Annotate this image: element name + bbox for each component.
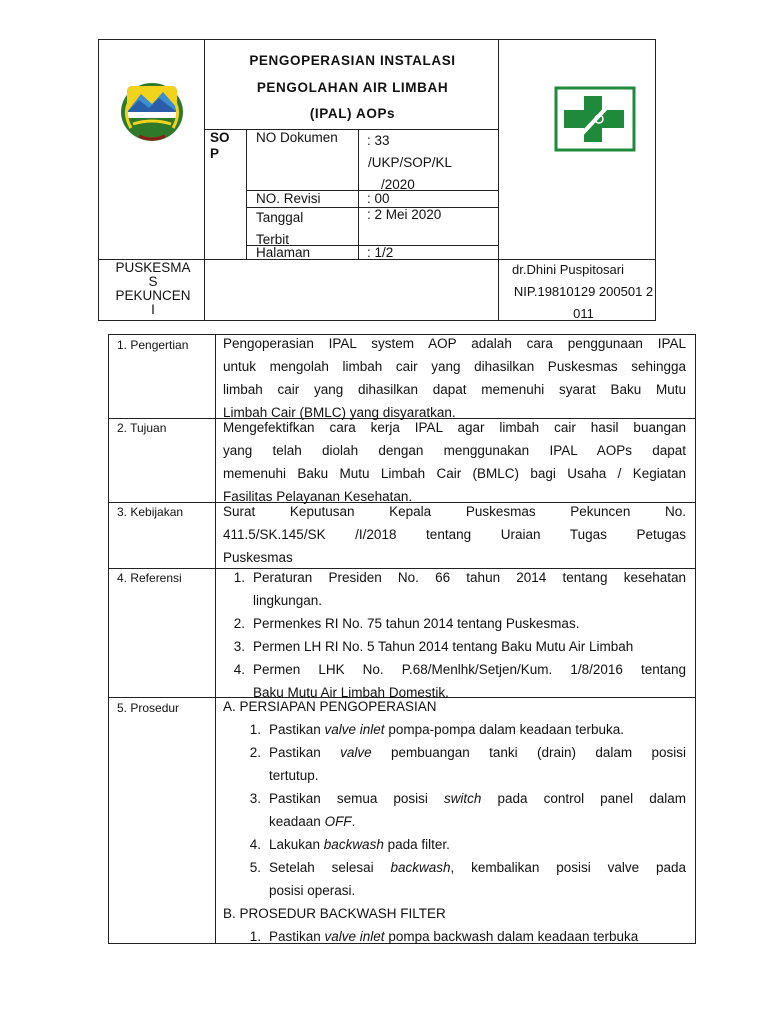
no-revisi-label: NO. Revisi xyxy=(256,191,321,206)
text-run: pembuangan tanki (drain) dalam posisi xyxy=(390,745,686,760)
organisation-name-line: PEKUNCEN xyxy=(115,288,191,303)
list-item-line: Permen LHK No. P.68/Menlhk/Setjen/Kum. 1/8/2016 tentang xyxy=(253,662,686,677)
italic-term: valve inlet xyxy=(324,929,385,944)
paragraph-line: Mengefektifkan cara kerja IPAL agar limbah cair hasil buangan xyxy=(223,420,686,435)
referensi-list xyxy=(223,566,686,704)
divider xyxy=(246,129,247,259)
signer-nip-line: NIP.19810129 200501 2 xyxy=(513,284,654,299)
no-dokumen-value-line: /2020 xyxy=(381,177,415,192)
prosedur-a-item xyxy=(223,833,686,856)
list-item-line: Permenkes RI No. 75 tahun 2014 tentang Puskesmas. xyxy=(253,616,580,631)
regency-emblem-logo xyxy=(119,78,185,144)
sop-label-line: SO xyxy=(210,130,230,145)
no-dokumen-value xyxy=(367,130,452,196)
list-item-line: Permen LH RI No. 5 Tahun 2014 tentang Baku Mutu Air Limbah xyxy=(253,639,634,654)
list-number: 1. xyxy=(249,929,261,944)
list-number: 3. xyxy=(233,639,245,654)
list-item-line: posisi operasi. xyxy=(269,883,356,898)
text-run: pada control panel dalam xyxy=(497,791,686,806)
paragraph-line: Limbah Cair (BMLC) yang disyaratkan. xyxy=(223,405,456,420)
sop-label-line: P xyxy=(210,146,220,162)
italic-term: valve inlet xyxy=(324,722,385,737)
paragraph-line: untuk mengolah limbah cair yang dihasilkan Puskesmas sehingga xyxy=(223,359,686,374)
italic-term: switch xyxy=(443,791,482,806)
referensi-item xyxy=(223,566,686,612)
divider xyxy=(358,129,359,259)
signer-name: dr.Dhini Puspitosari xyxy=(512,262,624,277)
section-label-prosedur: 5. Prosedur xyxy=(117,701,180,715)
halaman-value: : 1/2 xyxy=(367,245,394,260)
paragraph-line: limbah cair yang dihasilkan dapat memenuhi syarat Baku Mutu xyxy=(223,382,686,397)
paragraph-line: Pengoperasian IPAL system AOP adalah cara penggunaan IPAL xyxy=(223,336,686,351)
paragraph-line: yang telah diolah dengan menggunakan IPAL AOPs dapat xyxy=(223,443,686,458)
prosedur-a-item xyxy=(223,787,686,833)
list-item-line: Baku Mutu Air Limbah Domestik. xyxy=(253,685,449,700)
prosedur-a-item xyxy=(223,718,686,741)
organisation-name-line: S xyxy=(148,274,158,289)
document-title-line-2: PENGOLAHAN AIR LIMBAH xyxy=(256,80,449,95)
list-number: 1. xyxy=(233,570,245,585)
italic-term: valve xyxy=(340,745,372,760)
sop-label xyxy=(210,130,230,162)
paragraph-line: Surat Keputusan Kepala Puskesmas Pekuncen No. xyxy=(223,504,686,519)
halaman-label: Halaman xyxy=(256,245,311,260)
divider xyxy=(215,335,216,944)
list-number: 2. xyxy=(249,745,261,760)
section-label-referensi: 4. Referensi xyxy=(117,571,182,585)
section-label-pengertian: 1. Pengertian xyxy=(117,338,189,352)
tanggal-terbit-value: : 2 Mei 2020 xyxy=(367,207,442,222)
list-item-line: Peraturan Presiden No. 66 tahun 2014 tentang kesehatan xyxy=(253,570,686,585)
list-number: 2. xyxy=(233,616,245,631)
sop-content-table xyxy=(108,334,696,944)
list-number: 1. xyxy=(249,722,261,737)
prosedur-a-item xyxy=(223,856,686,902)
paragraph-line: Puskesmas xyxy=(223,550,293,565)
paragraph-line: Fasilitas Pelayanan Kesehatan. xyxy=(223,489,413,504)
referensi-item xyxy=(223,612,686,635)
no-dokumen-value-line: /UKP/SOP/KL xyxy=(368,155,453,170)
list-number: 3. xyxy=(249,791,261,806)
italic-term: OFF xyxy=(324,814,352,829)
prosedur-content xyxy=(223,695,686,948)
text-run: pada filter. xyxy=(383,837,450,852)
organisation-name xyxy=(105,261,201,317)
paragraph-line: 411.5/SK.145/SK /I/2018 tentang Uraian Tugas Petugas xyxy=(223,527,686,542)
section-text-tujuan xyxy=(223,416,686,508)
signer-nip xyxy=(512,281,655,325)
referensi-item xyxy=(223,635,686,658)
section-label-kebijakan: 3. Kebijakan xyxy=(117,505,184,519)
no-revisi-value: : 00 xyxy=(367,191,390,206)
text-run: Lakukan xyxy=(269,837,324,852)
section-label-tujuan: 2. Tujuan xyxy=(117,421,167,435)
text-run: . xyxy=(351,814,356,829)
no-dokumen-value-line: : 33 xyxy=(367,133,390,148)
list-item-line: tertutup. xyxy=(269,768,319,783)
prosedur-b-item xyxy=(223,925,686,948)
text-run: Setelah selesai xyxy=(269,860,391,875)
text-run: Pastikan xyxy=(269,722,325,737)
signer-nip-line: 011 xyxy=(573,306,594,321)
organisation-name-line: I xyxy=(151,302,155,317)
no-dokumen-label: NO Dokumen xyxy=(256,130,338,145)
text-run: pompa backwash dalam keadaan terbuka xyxy=(384,929,639,944)
document-title-line-1: PENGOPERASIAN INSTALASI xyxy=(249,53,456,68)
list-number: 5. xyxy=(249,860,261,875)
text-run: keadaan xyxy=(269,814,325,829)
list-number: 4. xyxy=(233,662,245,677)
puskesmas-cross-logo xyxy=(554,86,636,152)
sop-header xyxy=(98,39,656,321)
subsection-heading-a: A. PERSIAPAN PENGOPERASIAN xyxy=(223,699,437,714)
italic-term: backwash xyxy=(323,837,384,852)
italic-term: backwash xyxy=(390,860,451,875)
text-run: Pastikan xyxy=(269,745,341,760)
tanggal-label-line: Tanggal xyxy=(256,210,304,225)
section-text-pengertian xyxy=(223,332,686,424)
text-run: , kembalikan posisi valve pada xyxy=(450,860,687,875)
paragraph-line: memenuhi Baku Mutu Limbah Cair (BMLC) bagi Usaha / Kegiatan xyxy=(223,466,686,481)
section-text-kebijakan xyxy=(223,500,686,569)
text-run: Pastikan semua posisi xyxy=(269,791,444,806)
text-run: Pastikan xyxy=(269,929,325,944)
list-number: 4. xyxy=(249,837,261,852)
list-item-line: lingkungan. xyxy=(253,593,323,608)
terbit-label-line: Terbit xyxy=(256,232,290,247)
subsection-heading-b: B. PROSEDUR BACKWASH FILTER xyxy=(223,906,446,921)
text-run: pompa-pompa dalam keadaan terbuka. xyxy=(384,722,624,737)
document-title-line-3: (IPAL) AOPs xyxy=(309,106,396,121)
prosedur-a-item xyxy=(223,741,686,787)
organisation-name-line: PUSKESMA xyxy=(115,260,191,275)
divider xyxy=(204,129,499,130)
